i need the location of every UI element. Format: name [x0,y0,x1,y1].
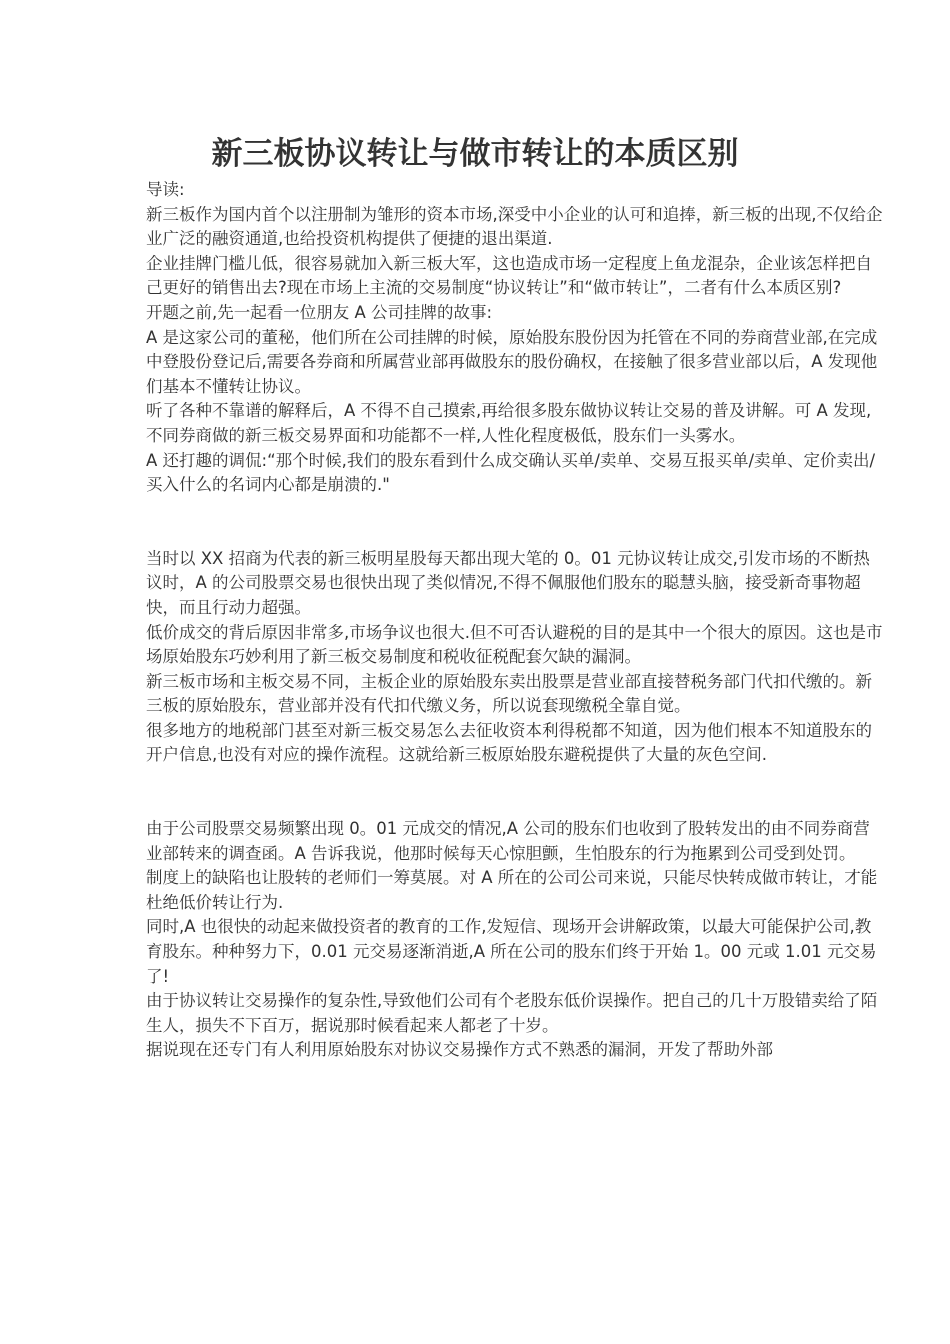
paragraph: A 是这家公司的董秘，他们所在公司挂牌的时候，原始股东股份因为托管在不同的券商营业部,在完成中登股份登记后,需要各券商和所属营业部再做股东的股份确权，在接触了很多营业部以后，A 发现他们基本不懂转让协议。 [146,327,878,396]
paragraph: 同时,A 也很快的动起来做投资者的教育的工作,发短信、现场开会讲解政策，以最大可能保护公司,教育股东。种种努力下，0.01 元交易逐渐消逝,A 所在公司的股东们终于开始 1。00 元或 1.01 元交易了! [146,917,877,986]
paragraph: 新三板作为国内首个以注册制为雏形的资本市场,深受中小企业的认可和追捧，新三板的出现,不仅给企业广泛的融资通道,也给投资机构提供了便捷的退出渠道. [146,204,883,249]
paragraph: 制度上的缺陷也让股转的老师们一筹莫展。对 A 所在的公司公司来说，只能尽快转成做市转让，才能杜绝低价转让行为. [146,868,878,912]
section-gap [146,498,884,547]
document-title: 新三板协议转让与做市转让的本质区别 [211,136,739,172]
paragraph: 开题之前,先一起看一位朋友 A 公司挂牌的故事: [146,302,493,322]
paragraph: 很多地方的地税部门甚至对新三板交易怎么去征收资本利得税都不知道，因为他们根本不知道股东的开户信息,也没有对应的操作流程。这就给新三板原始股东避税提供了大量的灰色空间. [146,720,872,765]
paragraph: A 还打趣的调侃:“那个时候,我们的股东看到什么成交确认买单/卖单、交易互报买单/卖单、定价卖出/买入什么的名词内心都是崩溃的." [146,450,876,495]
paragraph: 据说现在还专门有人利用原始股东对协议交易操作方式不熟悉的漏洞，开发了帮助外部 [146,1040,773,1060]
paragraph: 由于公司股票交易频繁出现 0。01 元成交的情况,A 公司的股东们也收到了股转发出的由不同券商营业部转来的调查函。A 告诉我说，他那时候每天心惊胆颤，生怕股东的行为拖累到公司受到处罚。 [146,819,870,863]
document-body [146,178,884,1063]
paragraph: 企业挂牌门槛儿低，很容易就加入新三板大军，这也造成市场一定程度上鱼龙混杂，企业该怎样把自己更好的销售出去?现在市场上主流的交易制度“协议转让”和“做市转让”，二者有什么本质区别? [146,253,872,298]
paragraph: 当时以 XX 招商为代表的新三板明星股每天都出现大笔的 0。01 元协议转让成交,引发市场的不断热议时，A 的公司股票交易也很快出现了类似情况,不得不佩服他们股东的聪慧头脑，接受新奇事物超快，而且行动力超强。 [146,548,870,617]
section-gap [146,768,884,817]
paragraph: 由于协议转让交易操作的复杂性,导致他们公司有个老股东低价误操作。把自己的几十万股错卖给了陌生人，损失不下百万，据说那时候看起来人都老了十岁。 [146,991,878,1035]
paragraph: 新三板市场和主板交易不同，主板企业的原始股东卖出股票是营业部直接替税务部门代扣代缴的。新三板的原始股东，营业部并没有代扣代缴义务，所以说套现缴税全靠自觉。 [146,671,872,716]
paragraph: 低价成交的背后原因非常多,市场争议也很大.但不可否认避税的目的是其中一个很大的原因。这也是市场原始股东巧妙利用了新三板交易制度和税收征税配套欠缺的漏洞。 [146,622,883,667]
paragraph: 听了各种不靠谱的解释后，A 不得不自己摸索,再给很多股东做协议转让交易的普及讲解。可 A 发现,不同券商做的新三板交易界面和功能都不一样,人性化程度极低，股东们一头雾水。 [146,401,872,445]
intro-label: 导读: [146,180,185,199]
